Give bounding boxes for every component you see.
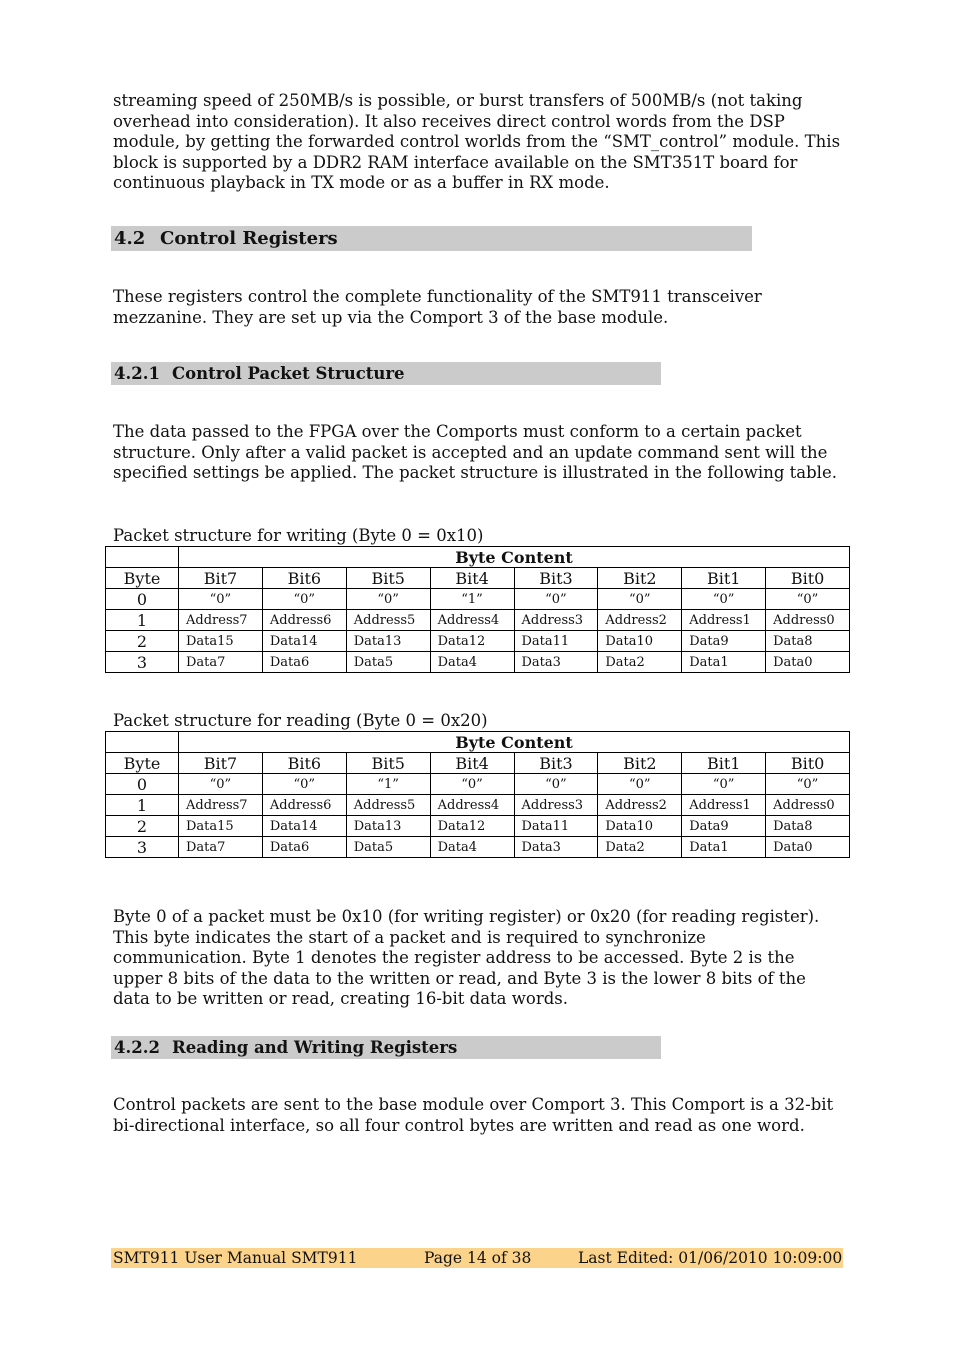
bit-cell: Address0 xyxy=(766,610,850,631)
bit-cell: “0” xyxy=(430,774,514,795)
bit-cell: Data14 xyxy=(262,631,346,652)
section-heading-4-2 xyxy=(111,226,752,251)
bit-cell: Address0 xyxy=(766,795,850,816)
column-header: Bit4 xyxy=(430,568,514,589)
bit-cell: Address4 xyxy=(430,795,514,816)
bit-cell: “0” xyxy=(514,774,598,795)
bit-cell: “0” xyxy=(598,589,682,610)
bit-cell: Data13 xyxy=(346,816,430,837)
byte-index-cell: 1 xyxy=(106,795,179,816)
byte-content-header: Byte Content xyxy=(179,547,850,568)
bit-cell: Data14 xyxy=(262,816,346,837)
footer-manual-title: SMT911 User Manual SMT911 xyxy=(113,1249,358,1267)
bit-cell: Data7 xyxy=(179,837,263,858)
section-heading-4-2-1 xyxy=(111,362,661,385)
bit-cell: “0” xyxy=(262,774,346,795)
column-header: Byte xyxy=(106,753,179,774)
column-header: Bit5 xyxy=(346,568,430,589)
bit-cell: Data3 xyxy=(514,652,598,673)
bit-cell: Data12 xyxy=(430,816,514,837)
section-number: 4.2 xyxy=(114,228,146,249)
bit-cell: “0” xyxy=(598,774,682,795)
bit-cell: Data6 xyxy=(262,837,346,858)
bit-cell: “0” xyxy=(766,774,850,795)
bit-cell: Data13 xyxy=(346,631,430,652)
column-header: Bit3 xyxy=(514,753,598,774)
column-header: Bit1 xyxy=(682,568,766,589)
section-number: 4.2.1 xyxy=(114,364,160,383)
bit-cell: Data2 xyxy=(598,837,682,858)
bit-cell: Data5 xyxy=(346,652,430,673)
bit-cell: “1” xyxy=(430,589,514,610)
byte-index-cell: 3 xyxy=(106,652,179,673)
bit-cell: “0” xyxy=(262,589,346,610)
column-header: Bit4 xyxy=(430,753,514,774)
bit-cell: Data7 xyxy=(179,652,263,673)
bit-cell: Data10 xyxy=(598,631,682,652)
byte-index-cell: 1 xyxy=(106,610,179,631)
bit-cell: Address3 xyxy=(514,610,598,631)
byte-index-cell: 3 xyxy=(106,837,179,858)
section-title: Control Registers xyxy=(160,228,338,249)
bit-cell: Address6 xyxy=(262,795,346,816)
bit-cell: Data8 xyxy=(766,631,850,652)
section-heading-4-2-2 xyxy=(111,1036,661,1059)
byte-content-header: Byte Content xyxy=(179,732,850,753)
table-header-row xyxy=(106,753,850,774)
bit-cell: Data4 xyxy=(430,652,514,673)
byte-index-cell: 0 xyxy=(106,774,179,795)
table-row xyxy=(106,652,850,673)
read-table-caption: Packet structure for reading (Byte 0 = 0x20) xyxy=(113,711,488,730)
bit-cell: Address1 xyxy=(682,795,766,816)
bit-cell: Data11 xyxy=(514,631,598,652)
table-row xyxy=(106,589,850,610)
section-title: Reading and Writing Registers xyxy=(172,1038,458,1057)
footer-page-number: Page 14 of 38 xyxy=(424,1249,532,1267)
table-header-row xyxy=(106,568,850,589)
column-header: Bit2 xyxy=(598,568,682,589)
column-header: Bit5 xyxy=(346,753,430,774)
byte-index-cell: 2 xyxy=(106,631,179,652)
table-row xyxy=(106,774,850,795)
bit-cell: “1” xyxy=(346,774,430,795)
byte-explanation-paragraph: Byte 0 of a packet must be 0x10 (for writing register) or 0x20 (for reading register). This byte indicates the start of a packet and is required to synchronize communication. Byte 1 denotes the register address to be accessed. Byte 2 is the upper 8 bits of the data to the written or read, and Byte 3 is the lower 8 bits of the data to be written or read, creating 16-bit data words. xyxy=(113,907,820,1009)
section-title: Control Packet Structure xyxy=(172,364,405,383)
column-header: Bit3 xyxy=(514,568,598,589)
column-header: Byte xyxy=(106,568,179,589)
write-packet-table xyxy=(105,546,850,673)
bit-cell: Address2 xyxy=(598,795,682,816)
read-packet-table xyxy=(105,731,850,858)
column-header: Bit2 xyxy=(598,753,682,774)
table-corner-cell xyxy=(106,732,179,753)
table-corner-cell xyxy=(106,547,179,568)
table-row xyxy=(106,631,850,652)
section-4-2-body: These registers control the complete functionality of the SMT911 transceiver mezzanine. They are set up via the Comport 3 of the base module. xyxy=(113,287,762,327)
section-number: 4.2.2 xyxy=(114,1038,160,1057)
bit-cell: Data6 xyxy=(262,652,346,673)
bit-cell: Data2 xyxy=(598,652,682,673)
bit-cell: Data15 xyxy=(179,631,263,652)
byte-index-cell: 2 xyxy=(106,816,179,837)
bit-cell: “0” xyxy=(179,589,263,610)
intro-paragraph: streaming speed of 250MB/s is possible, or burst transfers of 500MB/s (not taking overhead into consideration). It also receives direct control words from the DSP module, by getting the forwarded control worlds from the “SMT_control” module. This block is supported by a DDR2 RAM interface available on the SMT351T board for continuous playback in TX mode or as a buffer in RX mode. xyxy=(113,91,841,193)
byte-index-cell: 0 xyxy=(106,589,179,610)
bit-cell: Address4 xyxy=(430,610,514,631)
table-row xyxy=(106,795,850,816)
bit-cell: Data9 xyxy=(682,631,766,652)
bit-cell: “0” xyxy=(682,774,766,795)
bit-cell: Address7 xyxy=(179,795,263,816)
bit-cell: Data9 xyxy=(682,816,766,837)
bit-cell: “0” xyxy=(179,774,263,795)
bit-cell: Data5 xyxy=(346,837,430,858)
bit-cell: “0” xyxy=(766,589,850,610)
bit-cell: Address3 xyxy=(514,795,598,816)
bit-cell: Address5 xyxy=(346,795,430,816)
table-row xyxy=(106,610,850,631)
column-header: Bit1 xyxy=(682,753,766,774)
bit-cell: Data0 xyxy=(766,652,850,673)
column-header: Bit7 xyxy=(179,753,263,774)
bit-cell: Data0 xyxy=(766,837,850,858)
page-footer xyxy=(111,1248,843,1268)
bit-cell: Address5 xyxy=(346,610,430,631)
bit-cell: Data4 xyxy=(430,837,514,858)
column-header: Bit0 xyxy=(766,753,850,774)
bit-cell: Data11 xyxy=(514,816,598,837)
bit-cell: Data15 xyxy=(179,816,263,837)
column-header: Bit7 xyxy=(179,568,263,589)
column-header: Bit6 xyxy=(262,753,346,774)
column-header: Bit6 xyxy=(262,568,346,589)
bit-cell: Address1 xyxy=(682,610,766,631)
column-header: Bit0 xyxy=(766,568,850,589)
bit-cell: Data10 xyxy=(598,816,682,837)
bit-cell: “0” xyxy=(682,589,766,610)
bit-cell: Data12 xyxy=(430,631,514,652)
bit-cell: Data3 xyxy=(514,837,598,858)
bit-cell: Address7 xyxy=(179,610,263,631)
bit-cell: Address6 xyxy=(262,610,346,631)
bit-cell: “0” xyxy=(346,589,430,610)
bit-cell: Address2 xyxy=(598,610,682,631)
table-row xyxy=(106,816,850,837)
section-4-2-1-body: The data passed to the FPGA over the Comports must conform to a certain packet structure. Only after a valid packet is accepted and an update command sent will the specified settings be applied. The packet structure is illustrated in the following table. xyxy=(113,422,837,483)
write-table-caption: Packet structure for writing (Byte 0 = 0x10) xyxy=(113,526,484,545)
bit-cell: Data1 xyxy=(682,652,766,673)
bit-cell: “0” xyxy=(514,589,598,610)
footer-last-edited: Last Edited: 01/06/2010 10:09:00 xyxy=(578,1249,843,1267)
section-4-2-2-body: Control packets are sent to the base module over Comport 3. This Comport is a 32-bit bi-directional interface, so all four control bytes are written and read as one word. xyxy=(113,1095,834,1135)
table-row xyxy=(106,837,850,858)
bit-cell: Data1 xyxy=(682,837,766,858)
bit-cell: Data8 xyxy=(766,816,850,837)
